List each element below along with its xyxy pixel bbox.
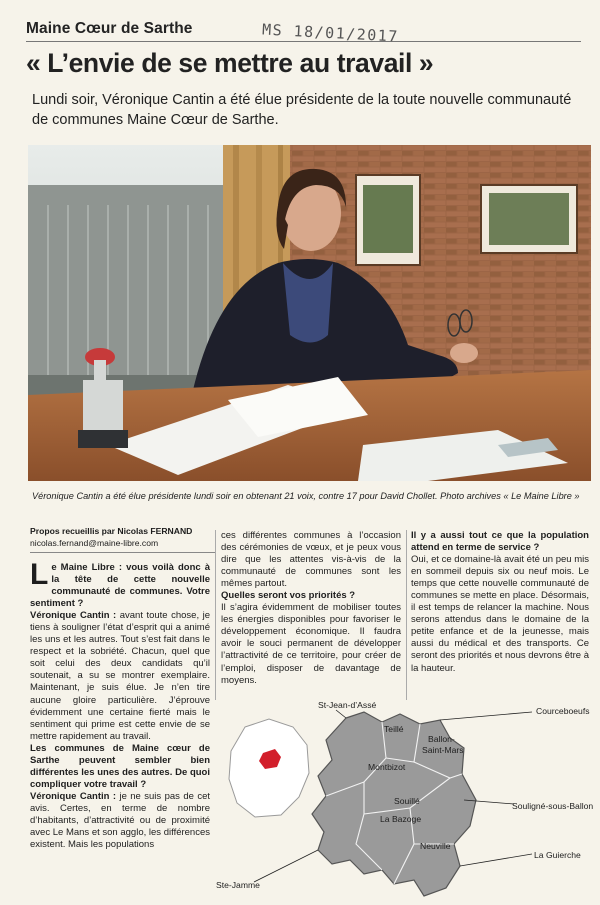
article-column-1 xyxy=(30,558,211,851)
article-column-2 xyxy=(221,530,401,687)
locator-map xyxy=(223,715,313,823)
rubric-divider xyxy=(26,41,581,42)
headline: « L’envie de se mettre au travail » xyxy=(26,48,434,78)
answer-2-speaker: Véronique Cantin : xyxy=(30,790,117,802)
answer-3: Il s’agira évidemment de mobiliser toutes les énergies disponibles pour favoriser le développement économique. Il faudra avoir le souci permanent de développer l’attractivité de ce territoire, pour créer de l’emploi, disposer de davantage de moyens. xyxy=(221,602,401,686)
column-divider xyxy=(406,530,407,700)
map-label-saint-mars: Saint-Mars xyxy=(422,745,464,755)
map-label-neuville: Neuville xyxy=(420,841,451,851)
byline-rule xyxy=(30,552,215,553)
map-label-montbizot: Montbizot xyxy=(368,762,406,772)
question-1: e Maine Libre : vous voilà donc à la tête de cette nouvelle communauté de communes. Votre sentiment ? xyxy=(30,562,210,610)
section-rubric: Maine Cœur de Sarthe xyxy=(26,20,193,37)
map-label-courceboeufs: Courceboeufs xyxy=(536,706,590,716)
map-label-la-guierche: La Guierche xyxy=(534,850,581,860)
article-photo xyxy=(28,145,591,481)
question-4: Il y a aussi tout ce que la population attend en terme de service ? xyxy=(411,530,589,554)
byline-author: Propos recueillis par Nicolas FERNAND xyxy=(30,526,193,536)
answer-4: Oui, et ce domaine-là avait été un peu mis en sommeil depuis six ou neuf mois. Le temps que cette nouvelle communauté de communes se mette en place. Désormais, il est temps de relancer la machine. Nous serons attendus dans le domaine de la petite enfance et de la jeunesse, mais aussi du médical et des transports. Ce seront des priorités et nous devrons être à la hauteur. xyxy=(411,554,589,674)
answer-2: je ne suis pas de cet avis. Certes, en terme de nombre d’habitants, d’attractivité ou de proximité avec Le Mans et son agglo, les différences existent. Mais les populations xyxy=(30,790,211,851)
answer-1: avant toute chose, je tiens à souligner l’état d’esprit qui a animé les uns et les autres. Tout s’est fait dans le respect et la sobriété. Chacun, quel que soit celui des deux candidats qu’il soutenait, a su se montrer exemplaire. Maintenant, je suis élue. Je n’en tire aucune gloire particulière. J’éprouve évidemment une certaine fierté mais le sentiment qui prime est cette envie de se mettre rapidement au travail. xyxy=(30,610,211,742)
map-label-ballon: Ballon- xyxy=(428,734,455,744)
drop-cap: L xyxy=(30,558,49,591)
map-label-st-jean: St-Jean-d’Assé xyxy=(318,700,377,710)
column-divider xyxy=(215,530,216,700)
locator-map-shape xyxy=(223,715,313,823)
map-label-ste-jamme: Ste-Jamme xyxy=(216,880,260,890)
photo-illustration xyxy=(28,145,591,481)
map-label-souligne-ballon: Souligné-sous-Ballon xyxy=(512,801,594,811)
answer-1-speaker: Véronique Cantin : xyxy=(30,610,117,622)
question-2: Les communes de Maine cœur de Sarthe peuvent sembler bien différentes les unes des autres. De quoi compliquer votre travail ? xyxy=(30,742,210,790)
byline-email: nicolas.fernand@maine-libre.com xyxy=(30,538,159,548)
article-column-3 xyxy=(411,530,589,675)
map-label-teille: Teillé xyxy=(384,724,404,734)
handwritten-date: MS 18/01/2017 xyxy=(261,20,400,46)
answer-2-continued: ces différentes communes à l’occasion des cérémonies de vœux, et je peux vous dire que les attentes vis-à-vis de la communauté de communes sont les mêmes partout. xyxy=(221,530,401,590)
byline xyxy=(30,525,215,553)
photo-caption: Véronique Cantin a été élue présidente lundi soir en obtenant 21 voix, contre 17 pour David Chollet. Photo archives « Le Maine Libre » xyxy=(32,491,580,501)
map-label-souille: Souillé xyxy=(394,796,420,806)
standfirst: Lundi soir, Véronique Cantin a été élue présidente de la toute nouvelle communauté de communes Maine Cœur de Sarthe. xyxy=(32,92,572,128)
question-3: Quelles seront vos priorités ? xyxy=(221,590,356,602)
map-label-la-bazoge: La Bazoge xyxy=(380,814,422,824)
